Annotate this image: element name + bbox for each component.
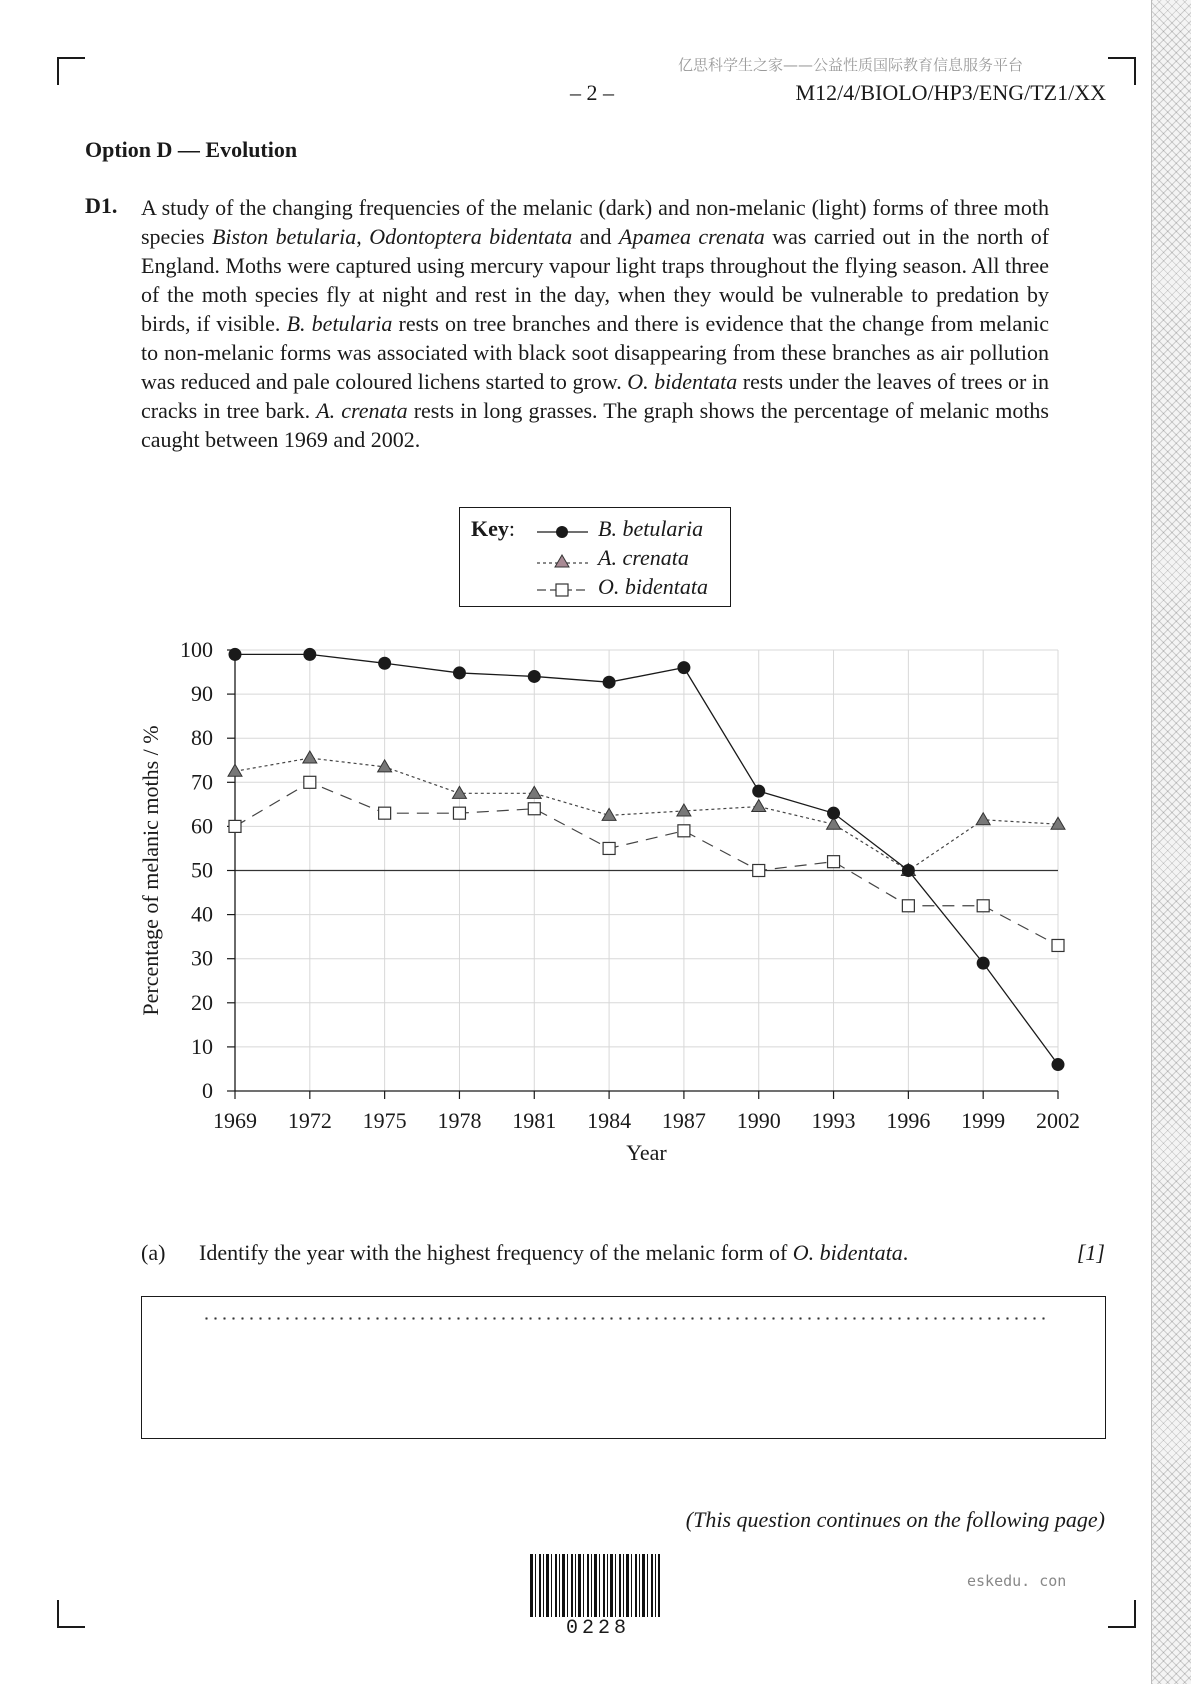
part-a-marks: [1]: [1076, 1240, 1105, 1265]
point-b-betularia: [303, 648, 316, 661]
point-o-bidentata: [229, 820, 241, 832]
legend-title: Key: [471, 516, 509, 541]
barcode: [530, 1554, 660, 1617]
y-tick-label: 20: [191, 989, 213, 1015]
exam-code: M12/4/BIOLO/HP3/ENG/TZ1/XX: [795, 80, 1106, 105]
species-name: Apamea crenata: [618, 224, 765, 249]
point-o-bidentata: [603, 842, 615, 854]
question-number: D1.: [85, 193, 118, 218]
y-axis-title: Percentage of melanic moths / %: [138, 725, 163, 1016]
point-o-bidentata: [528, 803, 540, 815]
point-o-bidentata: [977, 900, 989, 912]
point-a-crenata: [452, 786, 466, 798]
point-b-betularia: [752, 785, 765, 798]
point-o-bidentata: [304, 776, 316, 788]
y-tick-label: 100: [180, 637, 213, 662]
header-watermark: 亿思科学生之家——公益性质国际教育信息服务平台: [678, 56, 1024, 74]
point-b-betularia: [229, 648, 242, 661]
y-tick-label: 60: [191, 813, 213, 839]
y-tick-label: 90: [191, 681, 213, 707]
part-a-label: (a): [141, 1240, 166, 1265]
x-tick-label: 1975: [362, 1108, 407, 1133]
answer-dotted-line[interactable]: [202, 1317, 1050, 1320]
point-a-crenata: [677, 804, 691, 816]
x-tick-label: 1999: [961, 1108, 1006, 1133]
point-o-bidentata: [753, 865, 765, 877]
legend-label-a-crenata: A. crenata: [598, 545, 689, 570]
y-tick-label: 80: [191, 725, 213, 751]
species-name: Biston betularia: [211, 224, 357, 249]
x-tick-label: 1981: [512, 1108, 557, 1133]
point-o-bidentata: [902, 900, 914, 912]
y-tick-label: 10: [191, 1033, 213, 1059]
point-b-betularia: [1052, 1058, 1065, 1071]
point-b-betularia: [902, 864, 915, 877]
species-name: Odontoptera bidentata: [369, 224, 573, 249]
point-a-crenata: [1051, 817, 1065, 829]
part-a-species: O. bidentata: [792, 1240, 903, 1265]
point-a-crenata: [527, 786, 541, 798]
y-tick-label: 70: [191, 769, 213, 795]
x-axis-title: Year: [626, 1140, 667, 1165]
point-o-bidentata: [453, 807, 465, 819]
point-o-bidentata: [678, 825, 690, 837]
y-tick-label: 0: [202, 1078, 213, 1103]
legend-label-b-betularia: B. betularia: [598, 516, 704, 541]
point-b-betularia: [378, 657, 391, 670]
question-text-segment: A study of the changing frequencies of the melanic (dark) and non-melanic (light) forms of three moth species: [141, 195, 1049, 249]
x-tick-label: 1996: [886, 1108, 931, 1133]
point-a-crenata: [752, 800, 766, 812]
continues-note: (This question continues on the following page): [685, 1507, 1105, 1532]
answer-box[interactable]: [141, 1296, 1106, 1439]
point-b-betularia: [603, 676, 616, 689]
series-line-a-crenata: [235, 758, 1058, 870]
part-a-question: [199, 1240, 908, 1266]
series-line-o-bidentata: [235, 782, 1058, 945]
legend-label-o-bidentata: O. bidentata: [598, 574, 708, 599]
point-o-bidentata: [1052, 939, 1064, 951]
point-b-betularia: [977, 957, 990, 970]
y-tick-label: 50: [191, 857, 213, 883]
point-a-crenata: [303, 751, 317, 763]
part-a-text-after: .: [902, 1240, 909, 1265]
point-b-betularia: [677, 661, 690, 674]
species-name: B. betularia: [286, 311, 393, 336]
point-b-betularia: [827, 807, 840, 820]
page-number: – 2 –: [570, 80, 614, 105]
y-tick-label: 30: [191, 945, 213, 971]
site-watermark: eskedu. con: [967, 1572, 1067, 1590]
point-b-betularia: [453, 666, 466, 679]
species-name: A. crenata: [316, 398, 408, 423]
question-text-segment: ,: [356, 224, 370, 249]
question-text-segment: was carried out in the north of England. Moths were captured using mercury vapour light traps throughout the flying season. All three of the moth species fly at night and rest in the day, when they would be vulnerable to predation by birds, if visible.: [141, 224, 1050, 336]
x-tick-label: 1984: [587, 1108, 632, 1133]
question-text-segment: rests under the leaves of trees or in cracks in tree bark.: [141, 369, 1049, 423]
section-title: Option D — Evolution: [85, 137, 298, 162]
species-name: O. bidentata: [627, 369, 738, 394]
x-tick-label: 1990: [736, 1108, 781, 1133]
question-text-segment: and: [572, 224, 619, 249]
question-text-segment: rests on tree branches and there is evidence that the change from melanic to non-melanic forms was associated with black soot disappearing from these branches as air pollution was reduced and pale coloured lichens started to grow.: [141, 311, 1049, 394]
legend-title-row: Key:: [471, 516, 516, 541]
point-o-bidentata: [828, 856, 840, 868]
x-tick-label: 2002: [1036, 1108, 1080, 1133]
barcode-number: 0228: [566, 1617, 631, 1640]
x-tick-label: 1978: [437, 1108, 482, 1133]
x-tick-label: 1987: [661, 1108, 706, 1133]
question-text-segment: rests in long grasses. The graph shows the percentage of melanic moths caught between 1969 and 2002.: [141, 398, 1049, 452]
point-b-betularia: [528, 670, 541, 683]
y-tick-label: 40: [191, 901, 213, 927]
x-tick-label: 1969: [213, 1108, 257, 1133]
crop-mark-bottom-left: [57, 1600, 85, 1628]
point-a-crenata: [976, 813, 990, 825]
part-a-text-before: Identify the year with the highest frequency of the melanic form of: [199, 1240, 793, 1265]
x-tick-label: 1993: [811, 1108, 856, 1133]
point-a-crenata: [228, 764, 242, 776]
crop-mark-bottom-right: [1108, 1600, 1136, 1628]
point-o-bidentata: [379, 807, 391, 819]
x-tick-label: 1972: [287, 1108, 332, 1133]
